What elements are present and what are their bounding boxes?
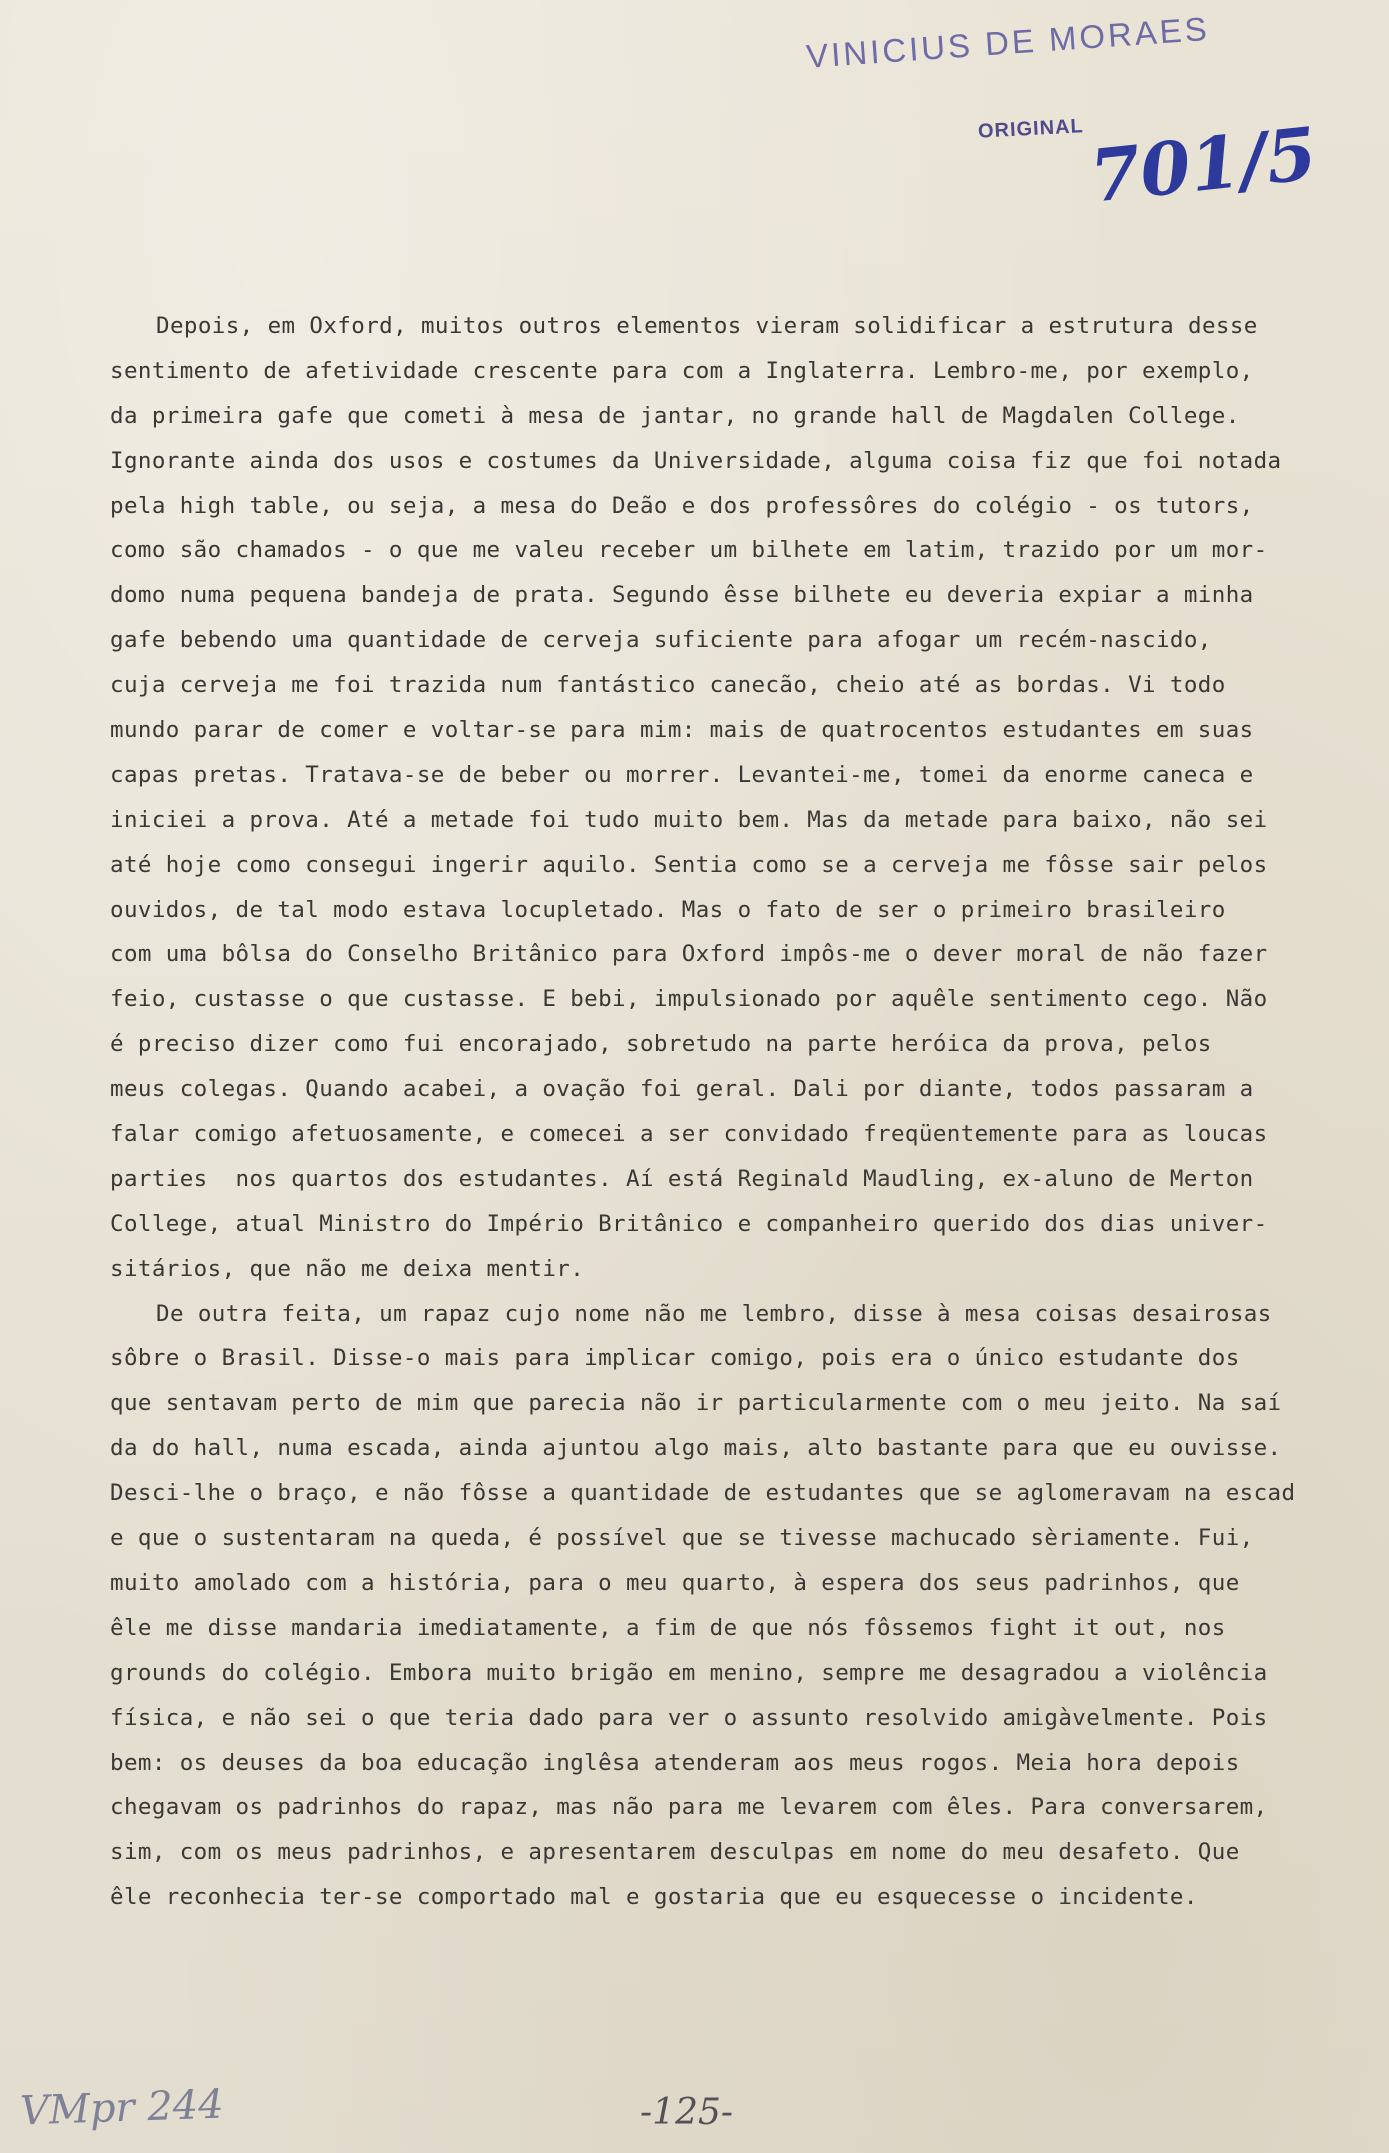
text-line: e que o sustentaram na queda, é possível que se tivesse machucado sèriamente. Fui, — [110, 1525, 1254, 1552]
text-line: sitários, que não me deixa mentir. — [110, 1255, 585, 1282]
document-body — [110, 304, 1360, 1920]
text-line: chegavam os padrinhos do rapaz, mas não para me levarem com êles. Para conversarem, — [110, 1794, 1268, 1821]
text-line: iniciei a prova. Até a metade foi tudo muito bem. Mas da metade para baixo, não sei — [110, 806, 1268, 833]
text-line: muito amolado com a história, para o meu quarto, à espera dos seus padrinhos, que — [110, 1569, 1240, 1596]
text-line: College, atual Ministro do Império Britânico e companheiro querido dos dias univer- — [110, 1210, 1268, 1237]
text-line: da primeira gafe que cometi à mesa de jantar, no grande hall de Magdalen College. — [110, 402, 1240, 429]
text-line: com uma bôlsa do Conselho Britânico para Oxford impôs-me o dever moral de não fazer — [110, 941, 1268, 968]
text-line: sentimento de afetividade crescente para com a Inglaterra. Lembro-me, por exemplo, — [110, 357, 1254, 384]
text-line: sim, com os meus padrinhos, e apresentarem desculpas em nome do meu desafeto. Que — [110, 1839, 1240, 1866]
text-line: bem: os deuses da boa educação inglêsa atenderam aos meus rogos. Meia hora depois — [110, 1749, 1240, 1776]
text-line: Ignorante ainda dos usos e costumes da Universidade, alguma coisa fiz que foi notada — [110, 447, 1282, 474]
text-line: Desci-lhe o braço, e não fôsse a quantidade de estudantes que se aglomeravam na escad — [110, 1480, 1296, 1507]
text-line: que sentavam perto de mim que parecia não ir particularmente com o meu jeito. Na saí — [110, 1390, 1282, 1417]
page-number: -125- — [640, 2092, 734, 2133]
text-line: êle me disse mandaria imediatamente, a fim de que nós fôssemos fight it out, nos — [110, 1614, 1226, 1641]
text-line: sôbre o Brasil. Disse-o mais para implicar comigo, pois era o único estudante dos — [110, 1345, 1240, 1372]
text-line: cuja cerveja me foi trazida num fantástico canecão, cheio até as bordas. Vi todo — [110, 672, 1226, 699]
text-line: meus colegas. Quando acabei, a ovação foi geral. Dali por diante, todos passaram a — [110, 1076, 1254, 1103]
text-line: êle reconhecia ter-se comportado mal e gostaria que eu esquecesse o incidente. — [110, 1884, 1198, 1911]
text-line: grounds do colégio. Embora muito brigão em menino, sempre me desagradou a violência — [110, 1659, 1268, 1686]
text-line: é preciso dizer como fui encorajado, sobretudo na parte heróica da prova, pelos — [110, 1031, 1212, 1058]
text-line: Depois, em Oxford, muitos outros elementos vieram solidificar a estrutura desse — [156, 313, 1258, 339]
text-line: pela high table, ou seja, a mesa do Deão e dos professôres do colégio - os tutors, — [110, 492, 1254, 519]
text-line: gafe bebendo uma quantidade de cerveja suficiente para afogar um recém-nascido, — [110, 627, 1212, 654]
text-line: da do hall, numa escada, ainda ajuntou algo mais, alto bastante para que eu ouvisse. — [110, 1435, 1282, 1462]
text-line: ouvidos, de tal modo estava locupletado. Mas o fato de ser o primeiro brasileiro — [110, 896, 1226, 923]
text-line: até hoje como consegui ingerir aquilo. Sentia como se a cerveja me fôsse sair pelos — [110, 851, 1268, 878]
text-line: domo numa pequena bandeja de prata. Segundo êsse bilhete eu deveria expiar a minha — [110, 582, 1254, 609]
text-line: como são chamados - o que me valeu receber um bilhete em latim, trazido por um mor- — [110, 537, 1268, 564]
text-line: física, e não sei o que teria dado para ver o assunto resolvido amigàvelmente. Pois — [110, 1704, 1268, 1731]
handwritten-margin-note: VMpr 244 — [19, 2081, 225, 2135]
text-line: feio, custasse o que custasse. E bebi, impulsionado por aquêle sentimento cego. Não — [110, 986, 1268, 1013]
original-stamp: ORIGINAL — [977, 115, 1085, 143]
text-line: mundo parar de comer e voltar-se para mim: mais de quatrocentos estudantes em suas — [110, 717, 1254, 744]
text-line: De outra feita, um rapaz cujo nome não me lembro, disse à mesa coisas desairosas — [156, 1300, 1272, 1327]
text-line: falar comigo afetuosamente, e comecei a ser convidado freqüentemente para as loucas — [110, 1121, 1268, 1148]
handwritten-catalog-number: 701/5 — [1086, 110, 1321, 219]
text-line: capas pretas. Tratava-se de beber ou morrer. Levantei-me, tomei da enorme caneca e — [110, 761, 1254, 788]
text-line: parties nos quartos dos estudantes. Aí está Reginald Maudling, ex-aluno de Merton — [110, 1165, 1254, 1192]
author-stamp: VINICIUS DE MORAES — [805, 9, 1211, 75]
